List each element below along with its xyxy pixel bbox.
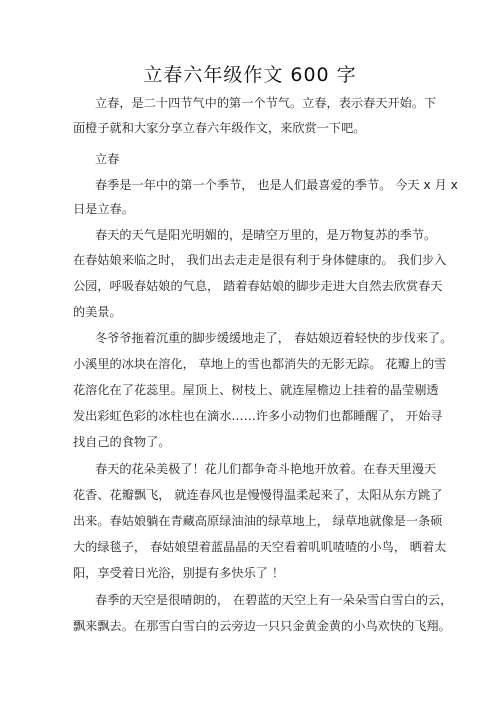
paragraph-line: 花香、花瓣飘飞， 就连春风也是慢慢得温柔起来了，太阳从东方跳了 [73, 488, 443, 502]
paragraph-line: 冬爷爷拖着沉重的脚步缓缓地走了， 春姑娘迈着轻快的步伐来了。 [95, 331, 453, 345]
paragraph-line: 公园，呼吸春姑娘的气息， 踏着春姑娘的脚步走进大自然去欣赏春天 [73, 279, 443, 293]
paragraph-line: 阳，享受着日光浴，别提有多快乐了 ！ [73, 566, 285, 580]
section-heading: 立春 [95, 152, 120, 166]
paragraph-line: 面橙子就和大家分享立春六年级作文，来欣赏一下吧。 [73, 121, 366, 135]
paragraph-line: 飘来飘去。在那雪白雪白的云旁边一只只金黄金黄的小鸟欢快的飞翔。 [73, 619, 451, 633]
paragraph-line: 的美景。 [73, 305, 122, 319]
paragraph-line: 花溶化在了花蕊里。屋顶上、树枝上、就连屋檐边上挂着的晶莹剔透 [73, 383, 439, 397]
paragraph-line: 春季的天空是很晴朗的， 在碧蓝的天空上有一朵朵雪白雪白的云， [95, 593, 453, 607]
paragraph-line: 找自己的食物了。 [73, 435, 171, 449]
paragraph-line: 日是立春。 [73, 202, 134, 216]
paragraph-line: 立春，是二十四节气中的第一个节气。立春，表示春天开始。下 [95, 96, 437, 110]
paragraph-line: 发出彩虹色彩的冰柱也在滴水……许多小动物们也都睡醒了， 开始寻 [73, 409, 443, 423]
paragraph-line: 在春姑娘来临之时， 我们出去走走是很有利于身体健康的。 我们步入 [73, 253, 447, 267]
paragraph-line: 春天的花朵美极了！花儿们都争奇斗艳地开放着。在春天里漫天 [95, 462, 437, 476]
paragraph-line: 春季是一年中的第一个季节， 也是人们最喜爱的季节。 今天 x 月 x [95, 178, 458, 192]
paragraph-line: 大的绿毯子， 春姑娘望着蓝晶晶的天空看着叽叽喳喳的小鸟， 晒着太 [73, 540, 447, 554]
document-title: 立春六年级作文 600 字 [143, 64, 357, 86]
paragraph-line: 出来。春姑娘躺在青藏高原绿油油的绿草地上， 绿草地就像是一条硕 [73, 514, 443, 528]
paragraph-line: 小溪里的冰块在溶化， 草地上的雪也都消失的无影无踪。 花瓣上的雪 [73, 357, 447, 371]
paragraph-line: 春天的天气是阳光明媚的，是晴空万里的，是万物复苏的季节。 [95, 228, 437, 242]
